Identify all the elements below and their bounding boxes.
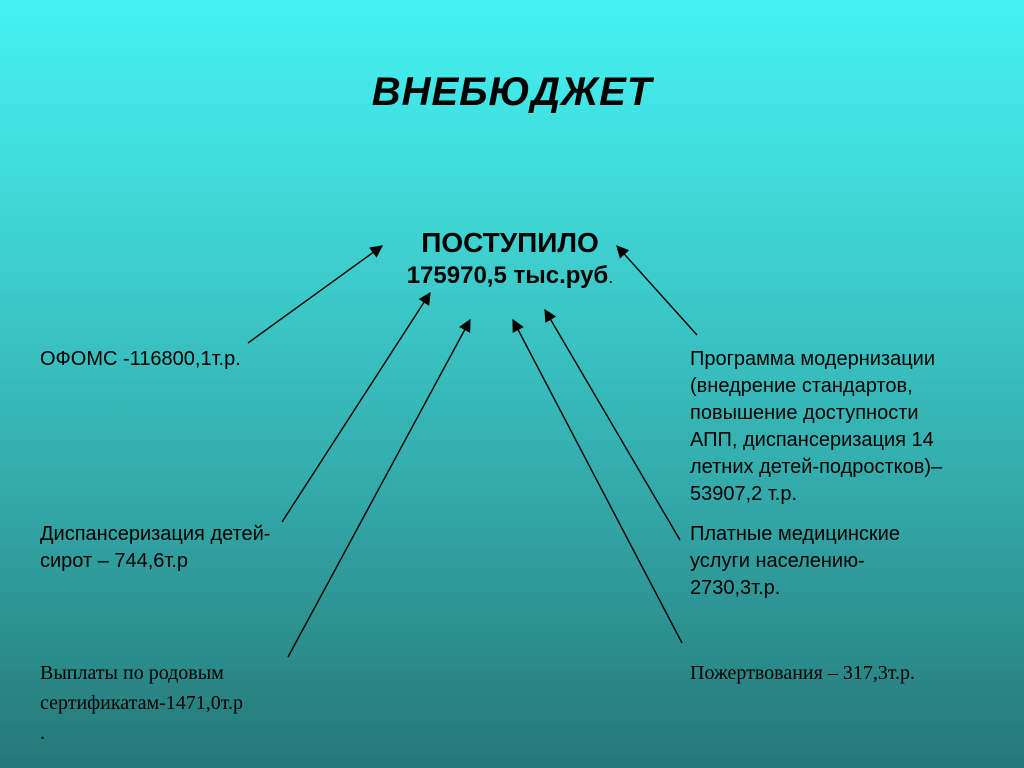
arrow-donations (513, 320, 682, 643)
arrow-orphans (282, 293, 430, 522)
received-heading: ПОСТУПИЛО (421, 227, 599, 258)
arrow-modernization (617, 246, 697, 335)
source-ofoms: ОФОМС -116800,1т.р. (40, 348, 241, 370)
source-modernization-program: Программа модернизации (внедрение стандартов, повышение доступности АПП, диспансеризация 14 летних детей-подростков)– 53907,2 т.р. (690, 348, 943, 505)
arrow-ofoms (248, 246, 382, 343)
source-birth-certificates: Выплаты по родовым сертификатам-1471,0т.р . (40, 662, 244, 744)
arrow-paid-services (545, 310, 680, 540)
source-orphans-dispensary: Диспансеризация детей- сирот – 744,6т.р (40, 523, 271, 572)
slide-title: ВНЕБЮДЖЕТ (371, 70, 653, 114)
source-donations: Пожертвования – 317,3т.р. (690, 662, 916, 684)
amount-suffix: . (608, 267, 614, 287)
received-amount: 175970,5 тыс.руб (406, 262, 609, 289)
source-paid-services: Платные медицинские услуги населению- 2730,3т.р. (690, 523, 900, 599)
arrow-birth-certificates (288, 320, 470, 657)
